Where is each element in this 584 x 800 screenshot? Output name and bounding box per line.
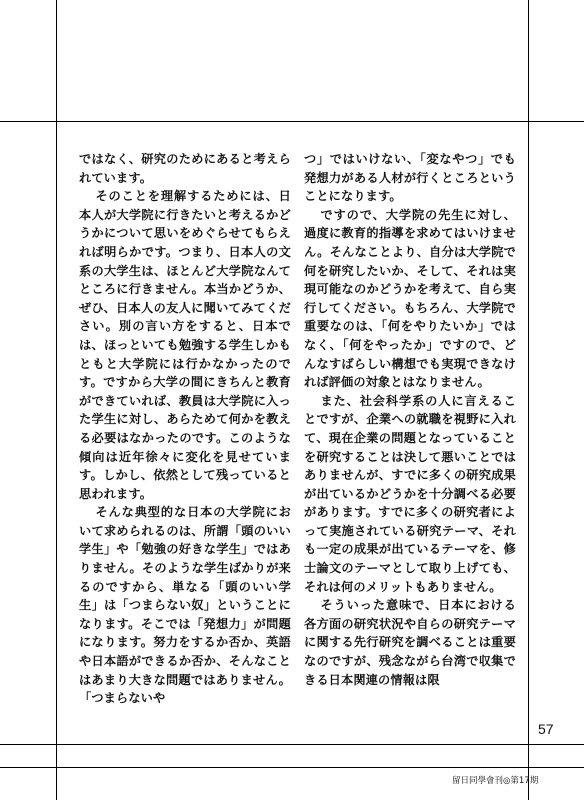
crop-line-left [56,0,57,800]
publication-title: 留日同學會刊◎第17期 [452,776,539,786]
paragraph: ですので、大学院の先生に対し、過度に教育的指導を求めてはいけません。そんなことより、自分は大学院で何を研究したいか、そして、それは実現可能なのかどうかを考えて、自ら実行してください。もちろん、大学院で重要なのは、「何をやりたいか」ではなく、「何をやったか」ですので、どんなすばらしい構想でも実現できなければ評価の対象とはなりません。 [304,207,516,390]
paragraph: ではなく、研究のためにあると考えられています。 [79,152,291,185]
crop-line-top [0,121,584,122]
page-number: 57 [538,721,554,737]
crop-line-right [528,0,529,800]
paragraph: つ」ではいけない、「変なやつ」でも発想力がある人材が行くところということになります。 [304,152,516,204]
paragraph: また、社会科学系の人に言えることですが、企業への就職を視野に入れて、現在企業の問題となっていることを研究することは決して悪いことではありませんが、すでに多くの研究成果が出ているかどうかを十分調べる必要があります。すでに多くの研究者によって実施されている研究テーマ、それも一定の成果が出ているテーマを、修士論文のテーマとして取り上げても、それは何のメリットもありません。 [304,393,516,594]
footer-divider [0,767,584,768]
crop-line-bottom [0,744,584,745]
paragraph: そんな典型的な日本の大学院において求められるのは、所謂「頭のいい学生」や「勉強の好きな学生」ではありません。そのような学生ばかりが来るのですから、単なる「頭のいい学生」は「つまらない奴」ということになります。そこでは「発想力」が問題になります。努力をするか否か、英語や日本語ができるか否か、そんなことはあまり大きな問題ではありません。「つまらないや [79,505,291,706]
right-text-column [304,150,516,689]
paragraph: そのことを理解するためには、日本人が大学院に行きたいと考えるかどうかについて思いをめぐらせてもらえれば明らかです。つまり、日本人の文系の大学生は、ほとんど大学院なんてところに行きません。本当かどうか、ぜひ、日本人の友人に聞いてみてください。別の言い方をすると、日本では、ほっといても勉強する学生しかもともと大学院には行かなかったのです。ですから大学の間にきちんと教育ができていれば、教員は大学院に入った学生に対し、あらためて何かを教える必要はなかったのです。このような傾向は近年徐々に変化を見せています。しかし、依然として残っていると思われます。 [79,189,291,501]
left-text-column [79,150,291,708]
paragraph: そういった意味で、日本における各方面の研究状況や自らの研究テーマに関する先行研究を調べることは重要なのですが、残念ながら台湾で収集できる日本関連の情報は限 [304,598,516,687]
